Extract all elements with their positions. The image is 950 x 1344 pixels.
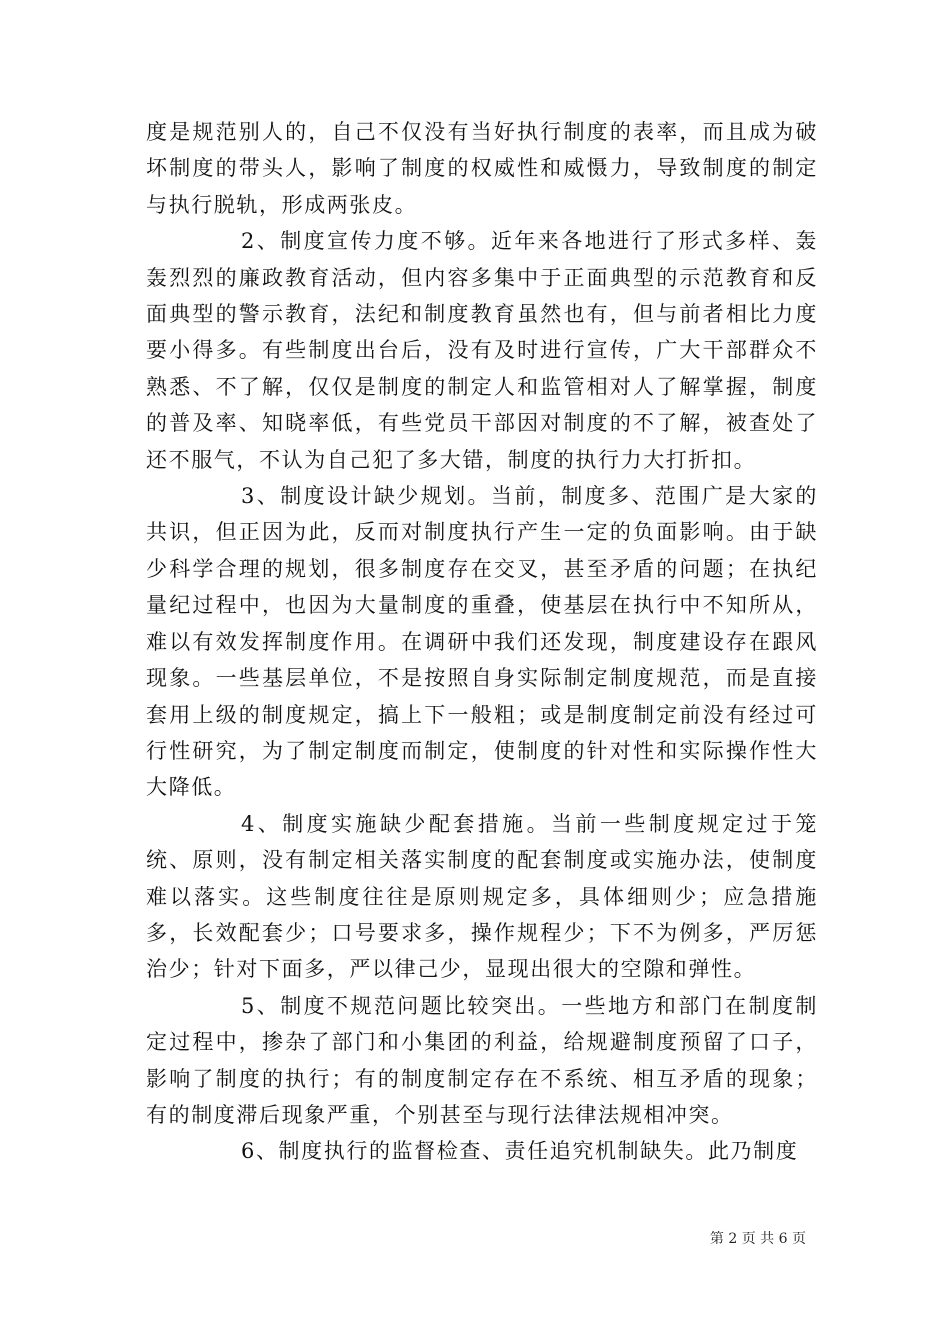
paragraph-item-3: 3、制度设计缺少规划。当前，制度多、范围广是大家的共识，但正因为此，反而对制度执行产生一定的负面影响。由于缺少科学合理的规划，很多制度存在交叉，甚至矛盾的问题；在执纪量纪过程中，也因为大量制度的重叠，使基层在执行中不知所从，难以有效发挥制度作用。在调研中我们还发现，制度建设存在跟风现象。一些基层单位，不是按照自身实际制定制度规范，而是直接套用上级的制度规定，搞上下一般粗；或是制度制定前没有经过可行性研究，为了制定制度而制定，使制度的针对性和实际操作性大大降低。 bbox=[146, 484, 818, 800]
paragraph-item-4: 4、制度实施缺少配套措施。当前一些制度规定过于笼统、原则，没有制定相关落实制度的配套制度或实施办法，使制度难以落实。这些制度往往是原则规定多，具体细则少；应急措施多，长效配套少；口号要求多，操作规程少；下不为例多，严厉惩治少；针对下面多，严以律己少，显现出很大的空隙和弹性。 bbox=[146, 811, 818, 982]
page-number: 第 2 页 共 6 页 bbox=[709, 1231, 806, 1247]
paragraph-item-6: 6、制度执行的监督检查、责任追究机制缺失。此乃制度 bbox=[241, 1139, 799, 1164]
document-body bbox=[146, 114, 818, 1170]
paragraph-continuation: 度是规范别人的，自己不仅没有当好执行制度的表率，而且成为破坏制度的带头人，影响了制度的权威性和威慑力，导致制度的制定与执行脱轨，形成两张皮。 bbox=[146, 120, 818, 217]
paragraph-item-2: 2、制度宣传力度不够。近年来各地进行了形式多样、轰轰烈烈的廉政教育活动，但内容多集中于正面典型的示范教育和反面典型的警示教育，法纪和制度教育虽然也有，但与前者相比力度要小得多。有些制度出台后，没有及时进行宣传，广大干部群众不熟悉、不了解，仅仅是制度的制定人和监管相对人了解掌握，制度的普及率、知晓率低，有些党员干部因对制度的不了解，被查处了还不服气，不认为自己犯了多大错，制度的执行力大打折扣。 bbox=[146, 229, 818, 472]
paragraph-item-5: 5、制度不规范问题比较突出。一些地方和部门在制度制定过程中，掺杂了部门和小集团的利益，给规避制度预留了口子，影响了制度的执行；有的制度制定存在不系统、相互矛盾的现象；有的制度滞后现象严重，个别甚至与现行法律法规相冲突。 bbox=[146, 993, 818, 1127]
